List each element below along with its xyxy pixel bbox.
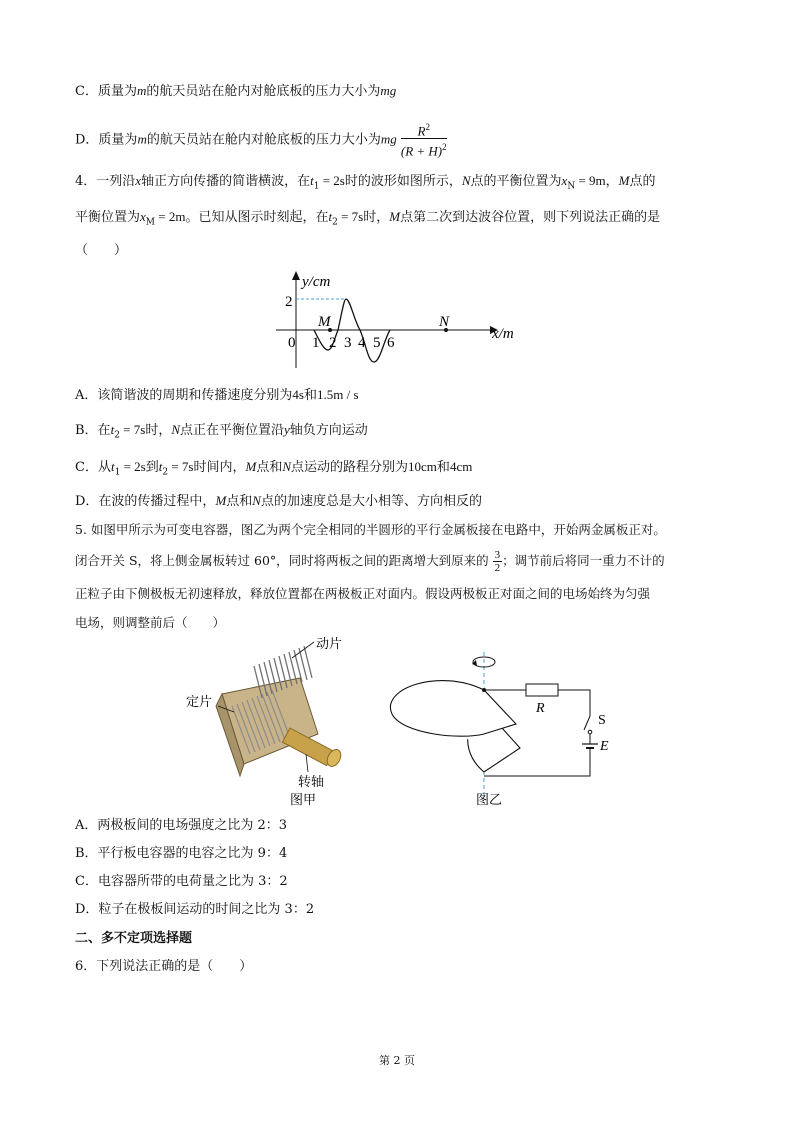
resistor	[526, 684, 558, 696]
q4-option-c: C．从$t_1 = 2s$到$t_2 = 7s$时间内，M点和N点运动的路程分别为10cm和4cm	[75, 459, 473, 478]
fraction: $\frac{3}{2}$	[494, 549, 501, 574]
capacitor-circuit-figure	[380, 648, 620, 810]
upper-plate	[390, 681, 516, 737]
section-title: 二、多不定项选择题	[75, 931, 193, 946]
q5-option-b: B．平行板电容器的电容之比为 9：4	[75, 846, 288, 861]
fraction: $\frac{R^2}{(R + H)^2}$	[400, 122, 447, 159]
q5-stem-line1: 5. 如图甲所示为可变电容器，图乙为两个完全相同的半圆形的平行金属板接在电路中，开始两金属板正对。	[75, 522, 666, 537]
tick-label: 3	[344, 335, 352, 351]
label-s: S	[598, 713, 606, 728]
q4-stem-line2: 平衡位置为$x_M = 2m$。已知从图示时刻起，在$t_2 = 7s$时，M点第二次到达波谷位置，则下列说法正确的是	[75, 209, 661, 228]
point-m-label: M	[318, 314, 331, 330]
wire-right	[558, 690, 590, 716]
leader-zhuanzhou	[306, 754, 308, 772]
tick-label: 5	[373, 335, 381, 351]
q3-option-c: C．质量为m的航天员站在舱内对舱底板的压力大小为mg	[75, 83, 397, 99]
q6-stem: 6．下列说法正确的是（ ）	[75, 959, 253, 974]
label-zhuanzhou: 转轴	[298, 774, 325, 789]
q5-option-d: D．粒子在极板间运动的时间之比为 3：2	[75, 902, 315, 917]
tick-label: 4	[358, 335, 366, 351]
q5-stem-line3: 正粒子由下侧极板无初速释放，释放位置都在两极板正对面内。假设两极板正对面之间的电场始终为匀强	[75, 586, 651, 601]
label-dongpian: 动片	[316, 636, 343, 651]
label-dingpian: 定片	[186, 694, 213, 709]
tick-label: 2	[329, 335, 337, 351]
q4-option-d: D．在波的传播过程中，M点和N点的加速度总是大小相等、方向相反的	[75, 493, 482, 509]
q5-option-a: A．两极板间的电场强度之比为 2：3	[75, 818, 288, 833]
q4-option-a: A．该简谐波的周期和传播速度分别为4s和1.5m / s	[75, 387, 359, 403]
y-axis-arrow	[292, 271, 300, 280]
point-n-label: N	[439, 314, 450, 330]
label-r: R	[536, 701, 545, 716]
caption-yi: 图乙	[476, 792, 503, 807]
label-e: E	[600, 739, 609, 754]
tick-label: 6	[387, 335, 395, 351]
page-number: 第 2 页	[379, 1054, 415, 1067]
q4-option-b: B．在$t_2 = 7s$时，N点正在平衡位置沿y轴负方向运动	[75, 422, 368, 441]
amplitude-label: 2	[285, 294, 293, 310]
switch-blade	[584, 716, 590, 730]
q5-stem-line2: 闭合开关 S，将上侧金属板转过 60°，同时将两板之间的距离增大到原来的 $\frac{3}{2}$ ；调节前后将同一重力不计的	[75, 549, 665, 574]
q5-stem-line4: 电场，则调整前后（ ）	[75, 615, 226, 630]
leader-dongpian	[292, 642, 314, 658]
caption-jia: 图甲	[290, 792, 317, 807]
variable-capacitor-figure	[182, 636, 372, 808]
wave-graph	[268, 268, 528, 374]
tick-label: 1	[312, 335, 320, 351]
q3-option-d: D．质量为m的航天员站在舱内对舱底板的压力大小为mg $\frac{R^2}{(R + H)^2}$	[75, 122, 447, 159]
x-axis-label: x/m	[492, 326, 514, 342]
q5-option-c: C．电容器所带的电荷量之比为 3：2	[75, 874, 288, 889]
origin-label: 0	[288, 335, 296, 351]
y-axis-label: y/cm	[302, 274, 331, 290]
q4-answer-paren: （ ）	[75, 243, 128, 258]
q4-stem-line1: 4．一列沿x轴正方向传播的简谐横波，在$t_1 = 2s$时的波形如图所示，N点的平衡位置为$x_N = 9m$，M点的	[75, 173, 656, 192]
